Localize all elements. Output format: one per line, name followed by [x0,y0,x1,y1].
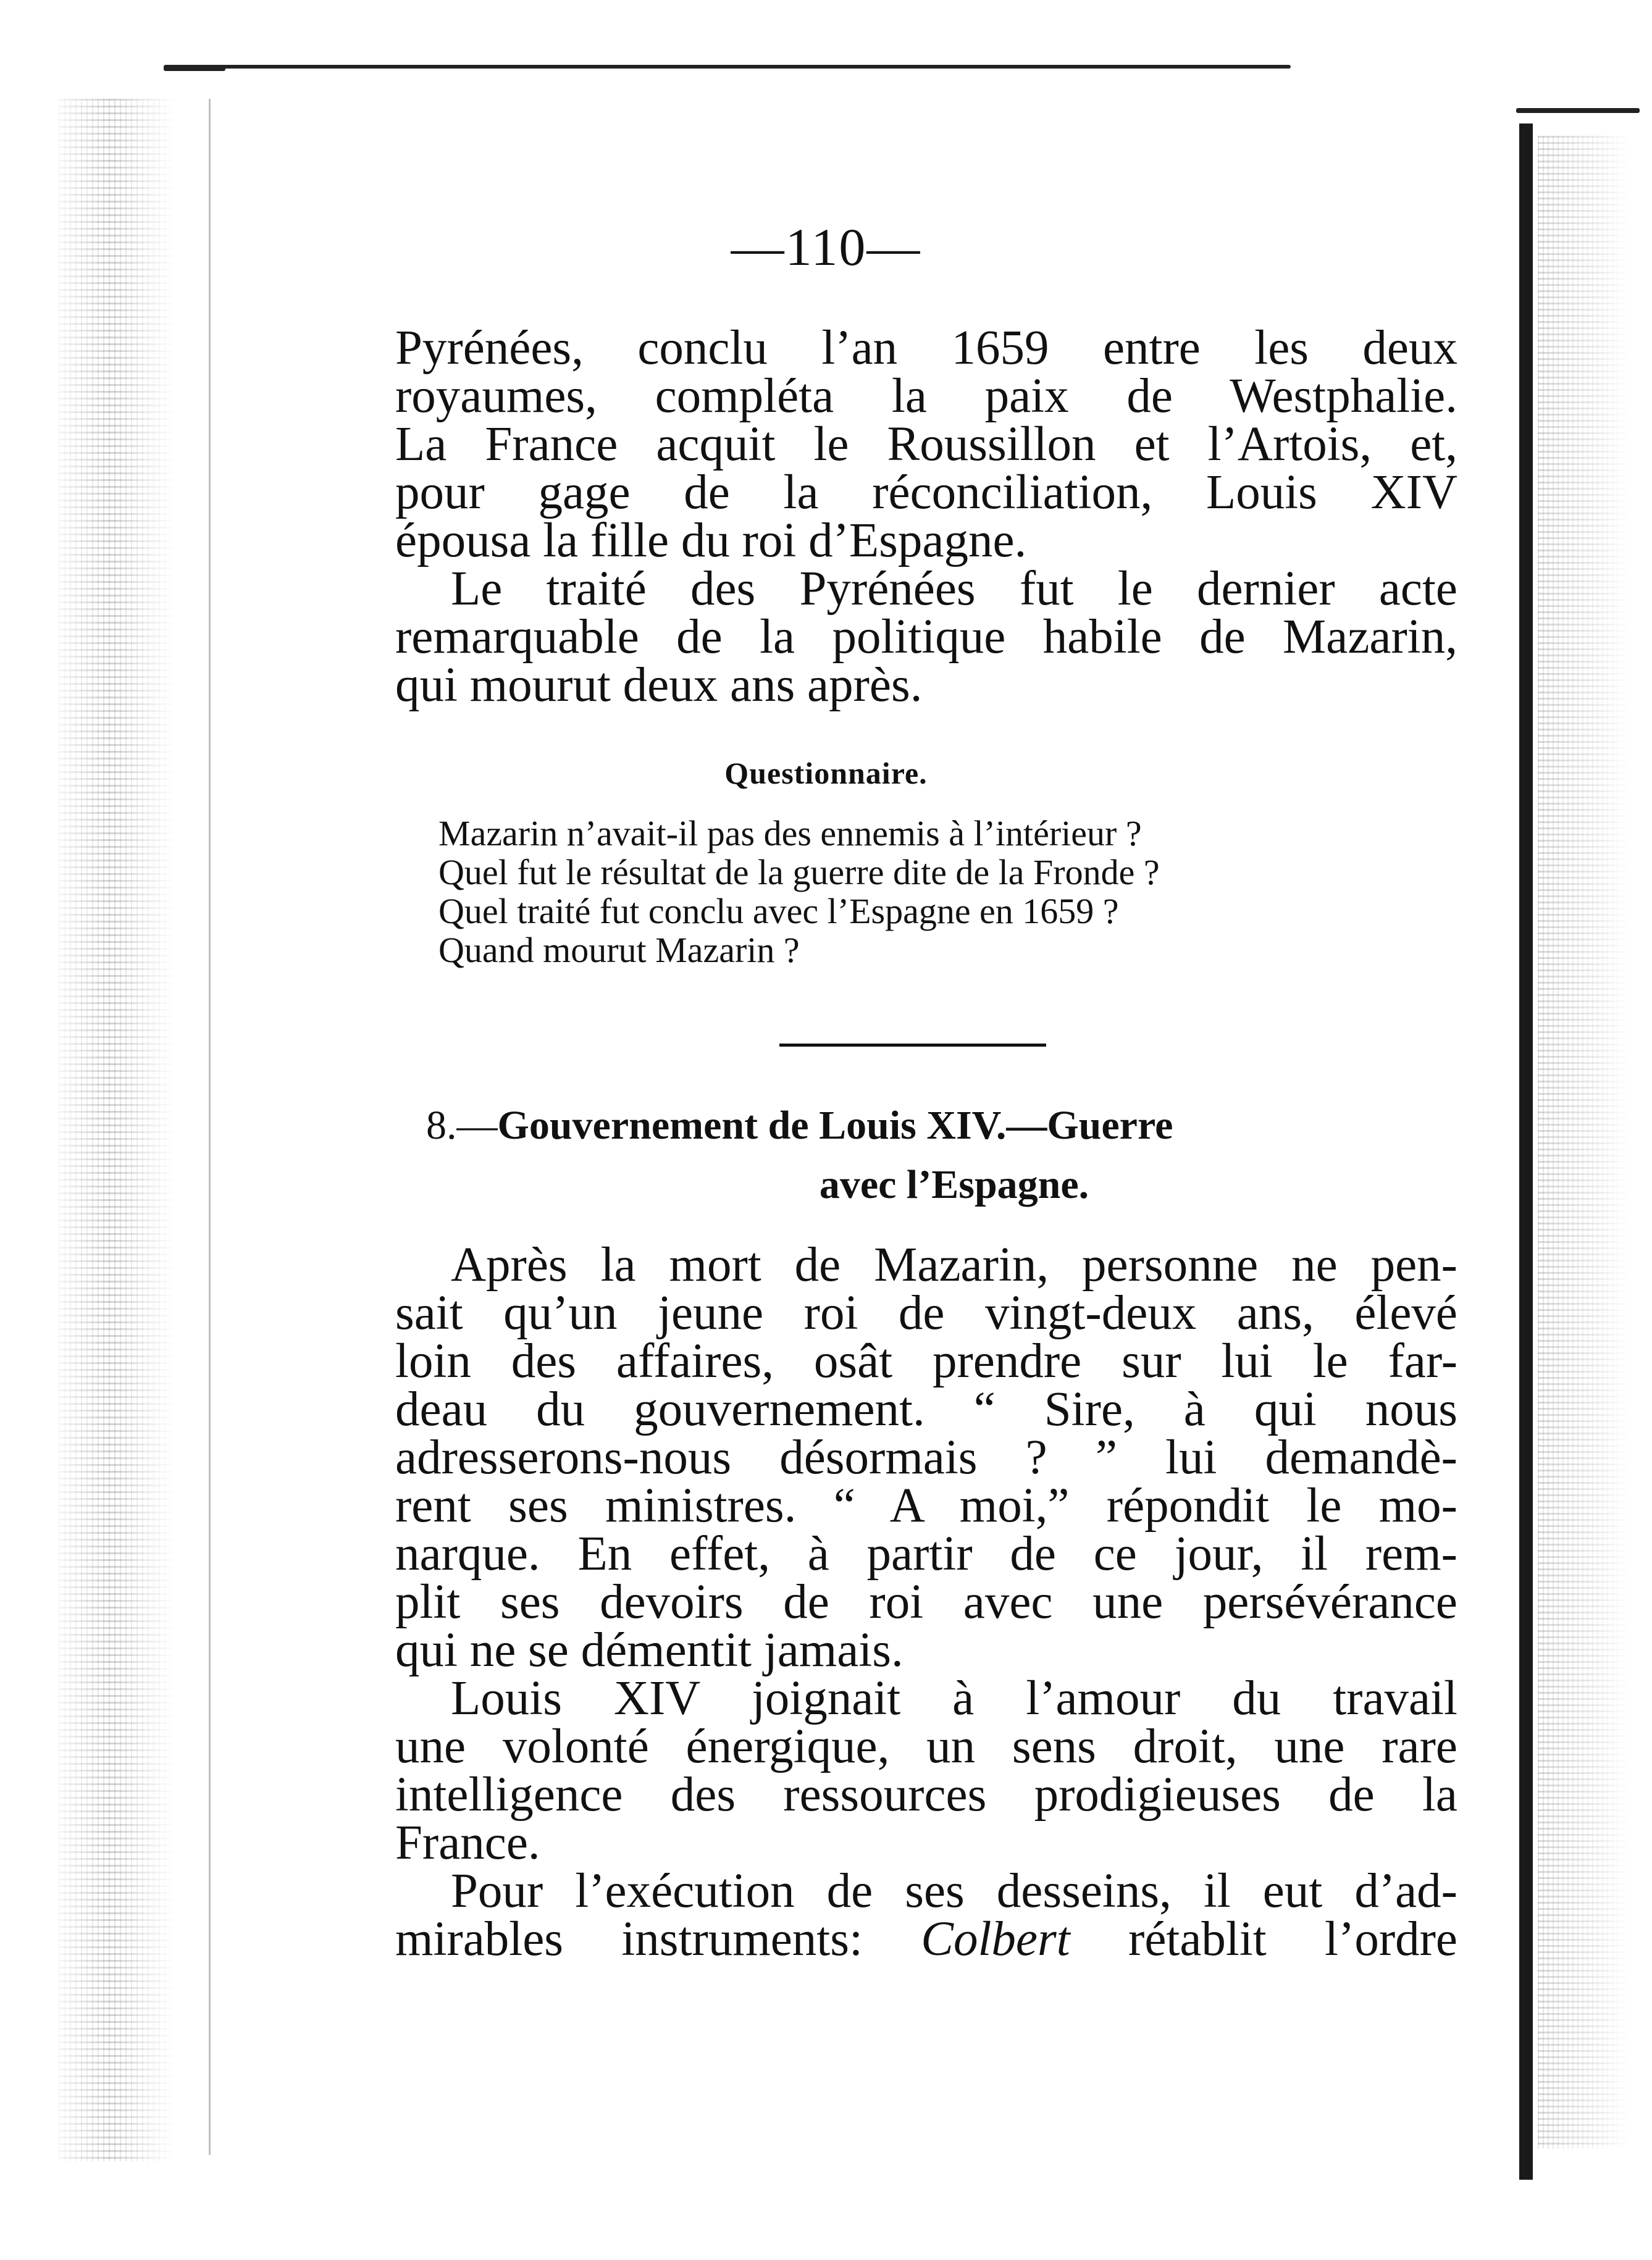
text-line: narque. En effet, à partir de ce jour, il rem- [395,1527,1457,1581]
text-line [395,1912,1457,1966]
text-line: La France acquit le Roussillon et l’Artois, et, [395,417,1457,471]
section-number: 8.— [426,1103,498,1148]
text-line: intelligence des ressources prodigieuses de la [395,1768,1457,1822]
paragraph-4 [395,1672,1457,1870]
questionnaire-list [438,814,1427,969]
text-line: Pyrénées, conclu l’an 1659 entre les deux [395,321,1457,375]
text-line: rent ses ministres. “ A moi,” répondit le mo- [395,1479,1457,1533]
section-heading [426,1096,1420,1215]
section-heading-line-2: avec l’Espagne. [819,1162,1089,1207]
emphasis-colbert: Colbert [921,1912,1070,1966]
page-number: —110— [731,217,921,277]
text-line: Après la mort de Mazarin, personne ne pen- [451,1238,1457,1292]
text-line: loin des affaires, osât prendre sur lui le far- [395,1334,1457,1388]
paragraph-3 [395,1238,1457,1677]
text-fragment: rétablit l’ordre [1070,1912,1457,1966]
scan-artifact-top-line [167,65,1291,69]
text-line: épousa la fille du roi d’Espagne. [395,514,1027,567]
text-line: remarquable de la politique habile de Mazarin, [395,610,1457,664]
section-divider [779,1044,1046,1047]
questionnaire-item: Quel traité fut conclu avec l’Espagne en 1659 ? [438,891,1119,931]
text-line: sait qu’un jeune roi de vingt-deux ans, élevé [395,1286,1457,1340]
text-fragment: mirables instruments: [395,1912,921,1966]
paragraph-5 [395,1864,1457,1966]
text-line: adresserons-nous désormais ? ” lui demandè- [395,1431,1457,1484]
scan-artifact-right-top [1516,108,1640,113]
text-line: qui ne se démentit jamais. [395,1623,904,1677]
text-line: Pour l’exécution de ses desseins, il eut d’ad- [451,1864,1457,1918]
text-line: royaumes, compléta la paix de Westphalie. [395,369,1457,423]
text-line: Louis XIV joignait à l’amour du travail [451,1672,1457,1725]
section-heading-line-1: Gouvernement de Louis XIV.—Guerre [497,1103,1173,1148]
text-line: pour gage de la réconciliation, Louis XIV [395,466,1457,519]
text-line: une volonté énergique, un sens droit, une rare [395,1720,1457,1773]
text-line: qui mourut deux ans après. [395,658,923,712]
questionnaire-item: Mazarin n’avait-il pas des ennemis à l’intérieur ? [438,813,1142,853]
text-line: deau du gouvernement. “ Sire, à qui nous [395,1383,1457,1436]
questionnaire-title: Questionnaire. [724,756,928,790]
scan-artifact-left-rule [209,99,211,2155]
questionnaire-item: Quand mourut Mazarin ? [438,930,800,970]
paragraph-1 [395,321,1457,567]
text-line: plit ses devoirs de roi avec une persévérance [395,1575,1457,1629]
paragraph-2 [395,562,1457,712]
questionnaire-item: Quel fut le résultat de la guerre dite de la Fronde ? [438,852,1160,892]
scan-artifact-right-bar [1519,123,1533,2180]
scan-artifact-right-edge [1538,136,1630,2149]
text-line: Le traité des Pyrénées fut le dernier acte [451,562,1457,616]
scan-artifact-left-edge [59,99,176,2161]
text-line: France. [395,1816,540,1870]
